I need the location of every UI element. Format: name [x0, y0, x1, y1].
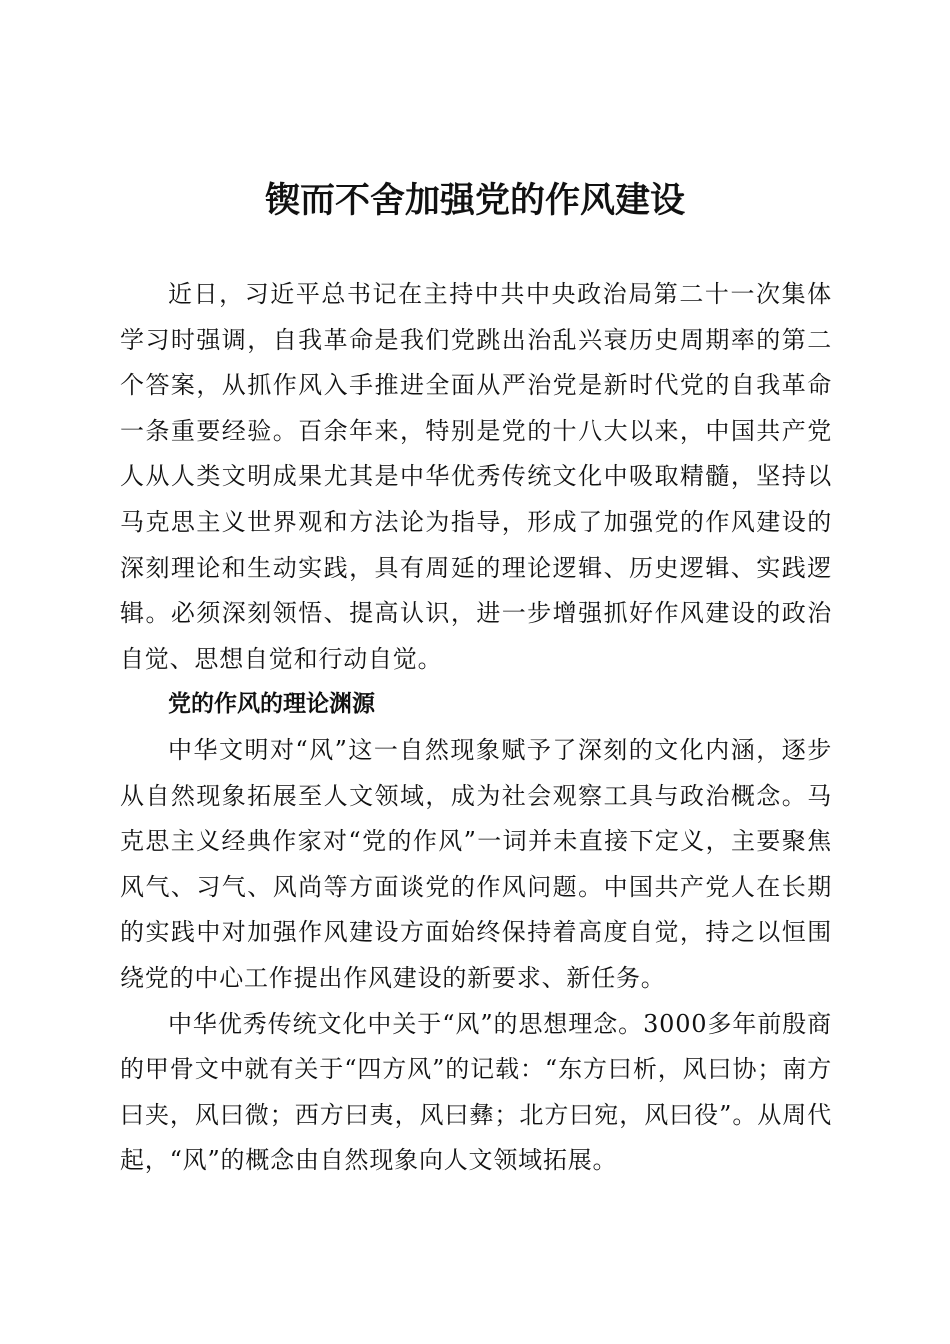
- document-body: [120, 272, 832, 1184]
- section-heading: 党的作风的理论渊源: [168, 691, 375, 718]
- document-title: 锲而不舍加强党的作风建设: [264, 181, 685, 221]
- section-paragraph: 中华文明对“风”这一自然现象赋予了深刻的文化内涵，逐步从自然现象拓展至人文领域，成为社会观察工具与政治概念。马克思主义经典作家对“党的作风”一词并未直接下定义，主要聚焦风气、习气、风尚等方面谈党的作风问题。中国共产党人在长期的实践中对加强作风建设方面始终保持着高度自觉，持之以恒围绕党的中心工作提出作风建设的新要求、新任务。: [120, 735, 832, 992]
- intro-paragraph: 近日，习近平总书记在主持中共中央政治局第二十一次集体学习时强调，自我革命是我们党跳出治乱兴衰历史周期率的第二个答案，从抓作风入手推进全面从严治党是新时代党的自我革命一条重要经验。百余年来，特别是党的十八大以来，中国共产党人从人类文明成果尤其是中华优秀传统文化中吸取精髓，坚持以马克思主义世界观和方法论为指导，形成了加强党的作风建设的深刻理论和生动实践，具有周延的理论逻辑、历史逻辑、实践逻辑。必须深刻领悟、提高认识，进一步增强抓好作风建设的政治自觉、思想自觉和行动自觉。: [120, 280, 832, 673]
- section-paragraph: 中华优秀传统文化中关于“风”的思想理念。3000多年前殷商的甲骨文中就有关于“四方风”的记载：“东方曰析，风曰协；南方曰夹，风曰微；西方曰夷，风曰彝；北方曰宛，风曰役”。从周代起，“风”的概念由自然现象向人文领域拓展。: [120, 1009, 832, 1175]
